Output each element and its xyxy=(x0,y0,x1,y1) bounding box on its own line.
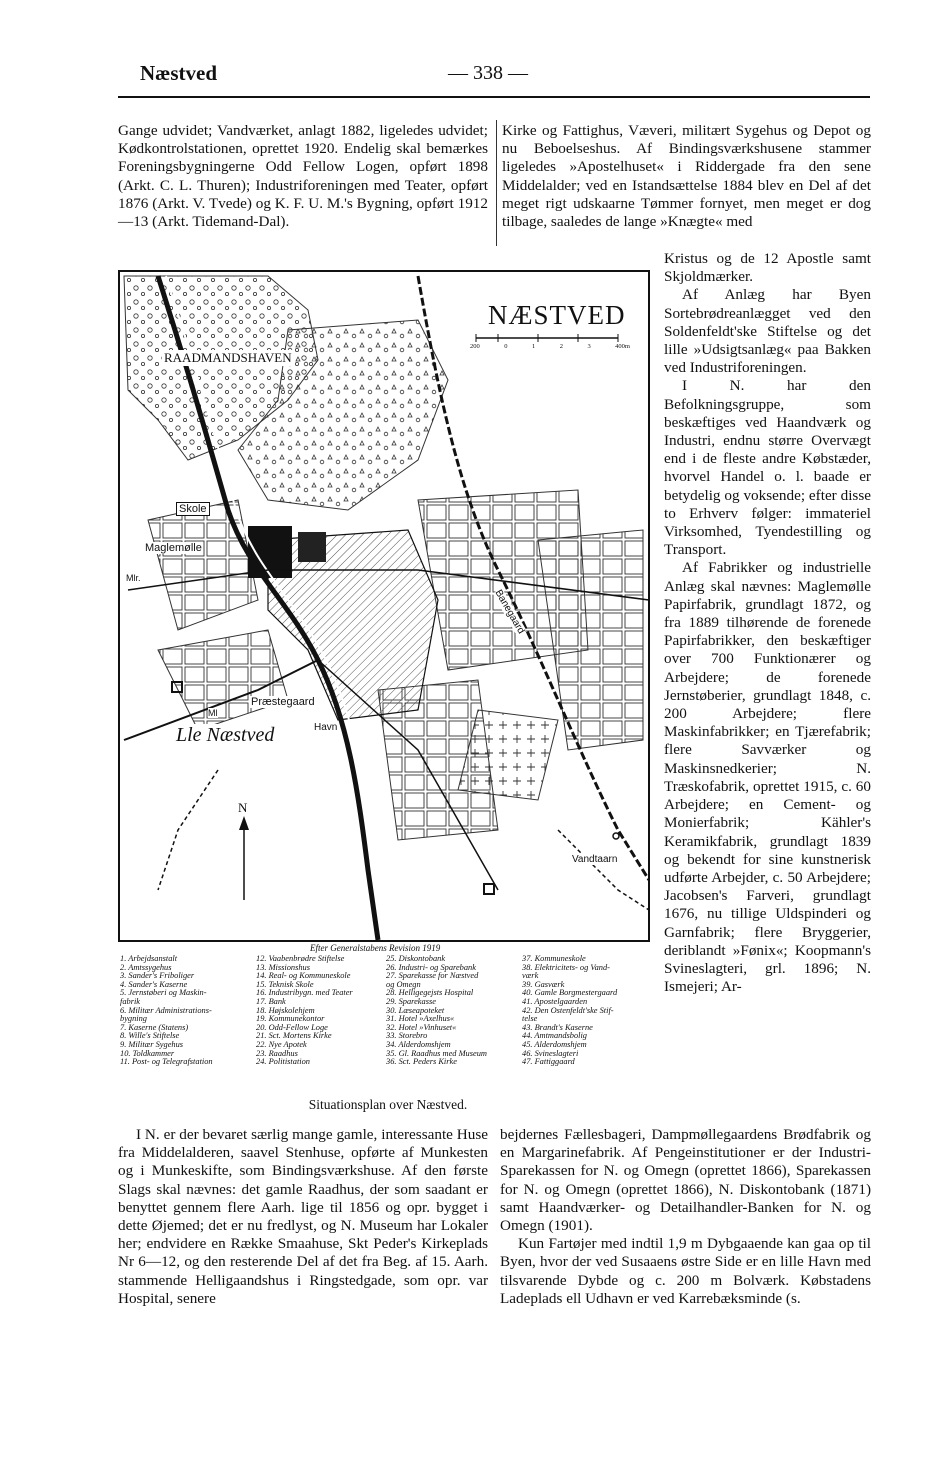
paragraph-parks: Af Anlæg har Byen Sortebrødreanlægget ved den Soldenfeldt'ske Stiftelse og det lille »Udsigtsanlæg« paa Bakken ved Industriforeningen. xyxy=(664,286,871,377)
scale-label: 1 xyxy=(531,343,536,350)
legend-item: 23. Raadhus xyxy=(256,1048,298,1058)
legend-item: 6. Militær Administrations- xyxy=(120,1005,212,1015)
map-credit: Efter Generalstabens Revision 1919 xyxy=(310,943,441,953)
legend-item: 16. Industribygn. med Teater xyxy=(256,988,353,998)
legend-item: 45. Alderdomshjem xyxy=(522,1039,587,1049)
running-head-title: Næstved xyxy=(140,61,217,85)
legend-item: 9. Militær Sygehus xyxy=(120,1039,184,1049)
map-label-skole: Skole xyxy=(176,502,210,516)
legend-item: 4. Sander's Kaserne xyxy=(120,979,188,989)
map-drawing xyxy=(118,270,650,942)
legend-item: 47. Fattiggaard xyxy=(522,1057,575,1067)
map-label-raadmandshaven: RAADMANDSHAVEN xyxy=(164,350,292,365)
legend-item: telse xyxy=(522,1014,538,1024)
legend-item: 7. Kaserne (Statens) xyxy=(120,1022,189,1032)
legend-item: 20. Odd-Fellow Loge xyxy=(256,1022,328,1032)
right-column-text xyxy=(664,250,871,996)
legend-item: 2. Amtssygehus xyxy=(120,962,172,972)
top-left-paragraph xyxy=(118,122,488,231)
legend-item: 43. Brandt's Kaserne xyxy=(522,1022,593,1032)
scale-label: 3 xyxy=(587,343,591,350)
column-rule xyxy=(496,120,497,246)
legend-item: 13. Missionshus xyxy=(256,962,310,972)
legend-item: 25. Diskontobank xyxy=(386,954,446,963)
legend-item: 18. Højskolehjem xyxy=(256,1005,315,1015)
legend-item: værk xyxy=(522,971,539,981)
legend-item: 12. Vaabenbrødre Stiftelse xyxy=(256,954,345,963)
legend-item: 5. Jernstøberi og Maskin- xyxy=(120,988,207,998)
map-legend xyxy=(120,955,660,1087)
legend-item: fabrik xyxy=(120,996,141,1006)
map-scale-labels xyxy=(470,343,630,350)
legend-item: 26. Industri- og Sparebank xyxy=(386,962,476,972)
legend-item: 10. Toldkammer xyxy=(120,1048,175,1058)
legend-column xyxy=(522,955,617,1067)
scale-label: 400m xyxy=(615,343,630,350)
legend-item: 32. Hotel »Vinhuset« xyxy=(386,1022,457,1032)
header-rule xyxy=(118,96,870,98)
legend-item: 37. Kommuneskole xyxy=(522,954,586,963)
legend-column xyxy=(120,955,213,1067)
legend-item: 21. Sct. Mortens Kirke xyxy=(256,1031,332,1041)
legend-item: 36. Sct. Peders Kirke xyxy=(386,1057,457,1067)
legend-item: 41. Apostelgaarden xyxy=(522,996,588,1006)
map-label-ml: Ml xyxy=(208,708,218,718)
map-label-praestegaard: Præstegaard xyxy=(251,696,315,708)
legend-item: 30. Læseapoteket xyxy=(386,1005,445,1015)
paragraph-factories: Af Fabrikker og industrielle Anlæg skal nævnes: Maglemølle Papirfabrik, grundlagt 1872, og fra 1889 tilhørende de forenede Papirfabrikker, den beskæftiger over 700 Funktionærer og Arbejdere; de forenede Jernstøberier, grundlagt 1848, c. 200 Arbejdere; flere Maskinfabrikker; en Tjærefabrik; flere Savværker og Maskinsnedkerier; N. Træskofabrik, oprettet 1915, c. 60 Arbejdere; en Cement- og Monierfabrik; Kähler's Keramikfabrik, grundlagt 1839 og bekendt for sine kunstnerisk udførte Arbejder, c. 50 Arbejdere; Jacobsen's Farveri, grundlagt 1676, nu tillige Uldspinderi og Garnfabrik; flere Bryggerier, deriblandt »Fønix«; Koopmann's Svineslagteri, grl. 1896; N. Ismejeri; Ar- xyxy=(664,559,871,996)
legend-item: 14. Real- og Kommuneskole xyxy=(256,971,351,981)
paragraph-text: Kirke og Fattighus, Væveri, militært Sygehus og Depot og nu Beboelseshus. Af Bindingsværkshusene stammer ligeledes »Apostelhuset« i Riddergade fra den sene Middelalder; ved en Istandsættelse 1884 blev en Del af det meget rigt udskaarne Tømmer fornyet, men meget er dog tilbage, saaledes de lange »Knægte« med xyxy=(502,122,871,231)
legend-item: bygning xyxy=(120,1014,147,1024)
map-caption: Situationsplan over Næstved. xyxy=(308,1097,468,1112)
legend-item: 28. Helligegejsts Hospital xyxy=(386,988,474,998)
city-map xyxy=(118,270,650,942)
map-label-maglemolle: Maglemølle xyxy=(145,542,202,554)
legend-item: 3. Sander's Friboliger xyxy=(120,971,195,981)
map-label-havn: Havn xyxy=(314,722,338,733)
legend-item: og Omegn xyxy=(386,979,421,989)
legend-item: 15. Teknisk Skole xyxy=(256,979,314,989)
legend-item: 19. Kommunekontor xyxy=(256,1014,325,1024)
scale-label: 0 xyxy=(504,343,508,350)
legend-item: 31. Hotel »Axelhus« xyxy=(386,1014,455,1024)
legend-item: 42. Den Ostenfeldt'ske Stif- xyxy=(522,1005,614,1015)
map-label-banegaard: Banegaard xyxy=(492,588,527,636)
legend-item: 29. Sparekasse xyxy=(386,996,436,1006)
paragraph-harbour: Kun Fartøjer med indtil 1,9 m Dybgaaende kan gaa op til Byen, hvor der ved Susaaens østre Side er en lille Havn med tilsvarende Dybde og c. 200 m Bolværk. Købstadens Ladeplads ell Udhavn er ved Karrebæksminde (s. xyxy=(500,1235,871,1307)
legend-item: 40. Gamle Borgmestergaard xyxy=(522,988,618,998)
scale-label: 200 xyxy=(470,343,480,350)
bottom-left-paragraph xyxy=(118,1126,488,1308)
paragraph-banks: bejdernes Fællesbageri, Dampmøllegaardens Brødfabrik og en Margarinefabrik. Af Pengeinstitutioner er der Industri-Sparekassen for N. og Omegn (oprettet 1866), Sparekassen for N. og Omegn (oprettet 1866), N. Diskontobank (1871) samt Haandværker- og Detailhandler-Banken for N. og Omegn (1901). xyxy=(500,1126,871,1235)
paragraph-population: I N. har den Befolkningsgruppe, som beskæftiges ved Haandværk og Industri, endnu større Overvægt end i de fleste andre Købstæder, hvorvel Handel o. l. baade er betydelig og voksende; efter disse to Erhverv følger: immateriel Virksomhed, Tyendestilling og Transport. xyxy=(664,377,871,559)
map-label-mlr: Mlr. xyxy=(126,573,141,583)
legend-item: 11. Post- og Telegrafstation xyxy=(120,1057,213,1067)
scale-label: 2 xyxy=(559,343,563,350)
legend-item: 24. Politistation xyxy=(256,1057,310,1067)
legend-item: 8. Wille's Stiftelse xyxy=(120,1031,180,1041)
legend-item: 46. Svineslagteri xyxy=(522,1048,579,1058)
top-right-paragraph xyxy=(502,122,871,231)
legend-item: 22. Nye Apotek xyxy=(256,1039,307,1049)
legend-column xyxy=(256,955,353,1067)
legend-item: 1. Arbejdsanstalt xyxy=(120,954,178,963)
legend-item: 39. Gasværk xyxy=(522,979,565,989)
map-label-vandtaarn: Vandtaarn xyxy=(572,854,618,865)
legend-item: 34. Alderdomshjem xyxy=(386,1039,451,1049)
legend-item: 38. Elektricitets- og Vand- xyxy=(522,962,610,972)
paragraph-text: I N. er der bevaret særlig mange gamle, interessante Huse fra Middelalderen, saavel Stenhuse, opførte af Munkesten og i Munkeskifte, som Bindingsværkshuse. Af den første Slags skal nævnes: det gamle Raadhus, der som saadant er benyttet gennem flere Aarh. lige til 1856 og opr. bygget i dette Øjemed; det er nu fredlyst, og N. Museum har Lokaler her; endvidere en Række Smaahuse, Skt Peder's Kirkeplads Nr 6—12, og den resterende Del af det fra Beg. af 15. Aarh. stammende Helligaandshus i Ringstedgade, som opr. var Hospital, senere xyxy=(118,1126,488,1307)
page-number: — 338 — xyxy=(448,62,528,84)
paragraph-continuation: Kristus og de 12 Apostle samt Skjoldmærker. xyxy=(664,250,871,286)
legend-item: 17. Bank xyxy=(256,996,286,1006)
map-label-lille-naestved: Lle Næstved xyxy=(176,724,275,746)
legend-item: 27. Sparekasse for Næstved xyxy=(386,971,479,981)
paragraph-text: Gange udvidet; Vandværket, anlagt 1882, ligeledes udvidet; Kødkontrolstationen, oprettet 1920. Endelig skal bemærkes Foreningsbygningerne Odd Fellow Logen, opført 1898 (Arkt. C. L. Thuren); Industriforeningen med Teater, opført 1876 (Arkt. V. Tvede) og K. F. U. M.'s Bygning, opført 1912—13 (Arkt. Tidemand-Dal). xyxy=(118,122,488,231)
map-title: NÆSTVED xyxy=(488,300,626,330)
legend-item: 35. Gl. Raadhus med Museum xyxy=(386,1048,487,1058)
bottom-right-text xyxy=(500,1126,871,1308)
map-label-north: N xyxy=(238,800,248,815)
legend-item: 33. Storebro xyxy=(386,1031,428,1041)
legend-item: 44. Amtmandsbolig xyxy=(522,1031,587,1041)
legend-column xyxy=(386,955,487,1067)
